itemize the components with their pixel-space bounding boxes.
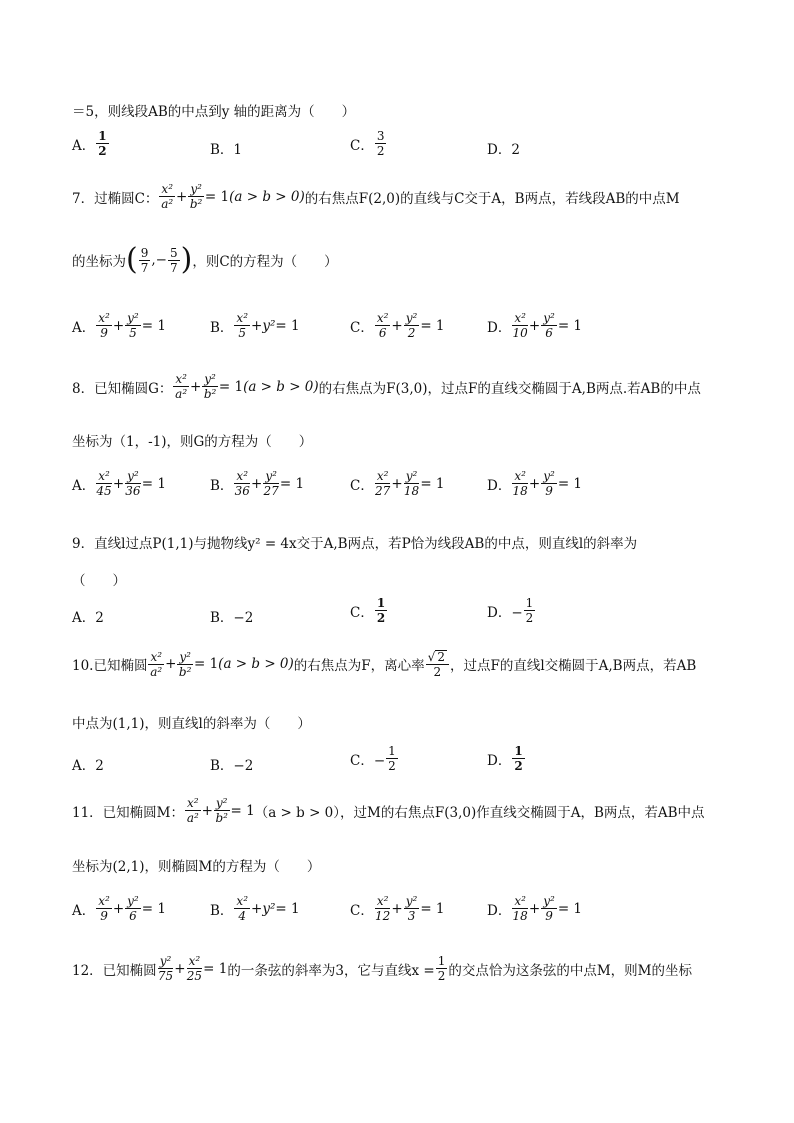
q8-option-b: B． $\frac{\text{x²}}{36}$ + $\frac{\text{y²}}{27}$ = 1	[210, 469, 305, 498]
q11-stem-line2: 坐标为(2,1)，则椭圆M的方程为（ ）	[72, 859, 321, 875]
q6-stem: ＝5，则线段AB的中点到y 轴的距离为（ ）	[72, 104, 356, 120]
q8-stem-line2: 坐标为（1，-1)，则G的方程为（ ）	[72, 434, 313, 450]
q10-option-b: B．−2	[210, 758, 254, 774]
q6-option-c: C． $\frac{3}{2}$	[350, 129, 385, 158]
q6-option-b: B．1	[210, 142, 243, 158]
q7-option-d: D． $\frac{\text{x²}}{10}$ + $\frac{\text{y²}}{6}$ = 1	[487, 311, 583, 340]
q9-option-b: B．−2	[210, 610, 254, 626]
q7-stem-line1: 7．过椭圆C： $\frac{\text{x²}}{\text{a²}}$ + $\frac{\text{y²}}{\text{b²}}$ = 1 (a > b > 0) 的右焦点F(2,0)的直线与C交于A，B两点，若线段AB的中点M	[72, 182, 680, 211]
q11-option-d: D． $\frac{\text{x²}}{18}$ + $\frac{\text{y²}}{9}$ = 1	[487, 894, 583, 923]
q10-stem-line2: 中点为(1,1)，则直线l的斜率为（ ）	[72, 716, 311, 732]
q9-option-a: A．2	[72, 610, 104, 626]
q8-stem-line1: 8．已知椭圆G： $\frac{\text{x²}}{\text{a²}}$ + $\frac{\text{y²}}{\text{b²}}$ = 1 (a > b > 0) 的右焦点为F(3,0)，过点F的直线交椭圆于A,B两点.若AB的中点	[72, 372, 701, 401]
q8-option-d: D． $\frac{\text{x²}}{18}$ + $\frac{\text{y²}}{9}$ = 1	[487, 469, 583, 498]
q12-stem-line1: 12．已知椭圆 $\frac{\text{y²}}{75}$ + $\frac{\text{x²}}{25}$ = 1 的一条弦的斜率为3，它与直线x = $\frac{1}{2}$ 的交点恰为这条弦的中点M，则M的坐标	[72, 954, 692, 983]
q10-option-d: D． $\frac{1}{2}$	[487, 744, 523, 773]
q9-stem-line2: （ ）	[72, 573, 126, 589]
q7-stem-line2: 的坐标为 ( $\frac{9}{7}$ ,− $\frac{5}{7}$ ) ，则C的方程为（ ）	[72, 242, 338, 277]
q8-option-a: A． $\frac{\text{x²}}{45}$ + $\frac{\text{y²}}{36}$ = 1	[72, 469, 166, 498]
q10-stem-line1: 10.已知椭圆 $\frac{\text{x²}}{\text{a²}}$ + $\frac{\text{y²}}{\text{b²}}$ = 1 (a > b > 0) 的右焦点为F，离心率 $\frac{√ 2}{2}$ ，过点F的直线l交椭圆于A,B两点，若AB	[72, 649, 697, 679]
q11-option-c: C． $\frac{\text{x²}}{12}$ + $\frac{\text{y²}}{3}$ = 1	[350, 894, 445, 923]
q11-stem-line1: 11．已知椭圆M： $\frac{\text{x²}}{\text{a²}}$ + $\frac{\text{y²}}{\text{b²}}$ = 1 （a > b > 0），过M的右焦点F(3,0)作直线交椭圆于A，B两点，若AB中点	[72, 796, 705, 825]
q7-option-a: A． $\frac{\text{x²}}{9}$ + $\frac{\text{y²}}{5}$ = 1	[72, 311, 166, 340]
q10-option-c: C．− $\frac{1}{2}$	[350, 744, 396, 773]
q6-option-a: A． $\frac{1}{2}$	[72, 129, 107, 158]
q9-option-c: C． $\frac{1}{2}$	[350, 596, 386, 625]
q11-option-a: A． $\frac{\text{x²}}{9}$ + $\frac{\text{y²}}{6}$ = 1	[72, 894, 166, 923]
q9-stem-line1: 9．直线l过点P(1,1)与抛物线y² = 4x交于A,B两点，若P恰为线段AB的中点，则直线l的斜率为	[72, 536, 638, 552]
q6-option-d: D．2	[487, 142, 520, 158]
q9-option-d: D．− $\frac{1}{2}$	[487, 596, 534, 625]
q11-option-b: B． $\frac{\text{x²}}{4}$ + y² = 1	[210, 894, 300, 923]
q7-option-b: B． $\frac{\text{x²}}{5}$ + y² = 1	[210, 311, 300, 340]
q10-option-a: A．2	[72, 758, 104, 774]
q7-option-c: C． $\frac{\text{x²}}{6}$ + $\frac{\text{y²}}{2}$ = 1	[350, 311, 445, 340]
q8-option-c: C． $\frac{\text{x²}}{27}$ + $\frac{\text{y²}}{18}$ = 1	[350, 469, 445, 498]
